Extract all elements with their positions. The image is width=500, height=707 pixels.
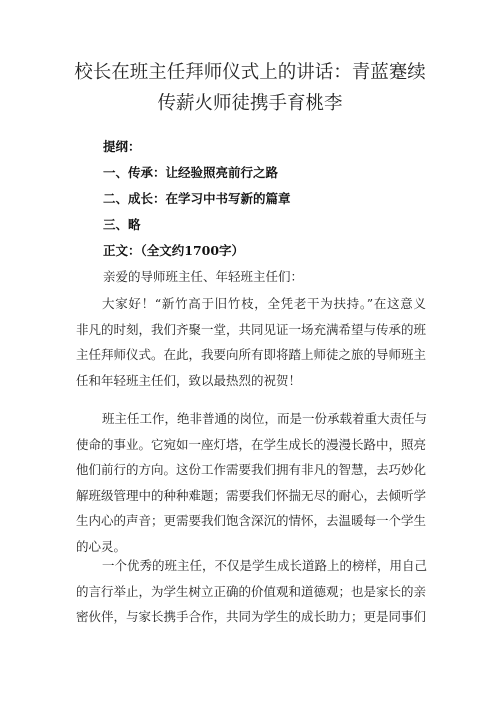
body-paragraph-2 [76,406,426,559]
paragraph-line: 使命的事业。它宛如一座灯塔，在学生成长的漫漫长路中，照亮 [76,436,427,452]
paragraph-line: 班主任工作，绝非普通的岗位，而是一份承载着重大责任与 [102,411,428,426]
paragraph-line: 的言行举止，为学生树立正确的价值观和道德观；也是家长的亲 [76,583,427,599]
body-heading: 正文：（全文约1700字） [103,243,245,258]
outline-item-1: 一、传承：让经验照亮前行之路 [103,165,279,180]
outline-heading: 提纲： [103,139,141,154]
paragraph-line: 生内心的声音；更需要我们饱含深沉的情怀，去温暖每一个学生 [76,513,427,528]
body-paragraph-3 [76,553,426,630]
salutation: 亲爱的导师班主任、年轻班主任们： [103,269,304,284]
paragraph-line: 非凡的时刻，我们齐聚一堂，共同见证一场充满希望与传承的班 [76,321,427,337]
outline-item-3: 三、略 [103,217,141,232]
paragraph-line: 主任拜师仪式。在此，我要向所有即将踏上师徒之旅的导师班主 [76,347,427,362]
paragraph-line: 一个优秀的班主任，不仅是学生成长道路上的榜样，用自己 [102,558,428,573]
document-title-line-1: 校长在班主任拜师仪式上的讲话：青蓝蹇续 [74,62,426,83]
paragraph-line: 密伙伴，与家长携手合作，共同为学生的成长助力；更是同事们 [76,609,427,624]
paragraph-line: 大家好！“新竹高于旧竹枝，全凭老干为扶持。”在这意义 [102,296,426,311]
outline-item-2: 二、成长：在学习中书写新的篇章 [103,191,291,206]
document-title-line-2: 传薪火师徒携手育桃李 [157,93,343,114]
paragraph-line: 他们前行的方向。这份工作需要我们拥有非凡的智慧，去巧妙化 [76,462,427,477]
paragraph-line: 任和年轻班主任们，致以最热烈的祝贺！ [76,372,302,388]
body-paragraph-1 [76,291,426,393]
paragraph-line: 解班级管理中的种种难题；需要我们怀揣无尽的耐心，去倾听学 [76,487,427,503]
paragraph-line: 的心灵。 [76,538,127,554]
